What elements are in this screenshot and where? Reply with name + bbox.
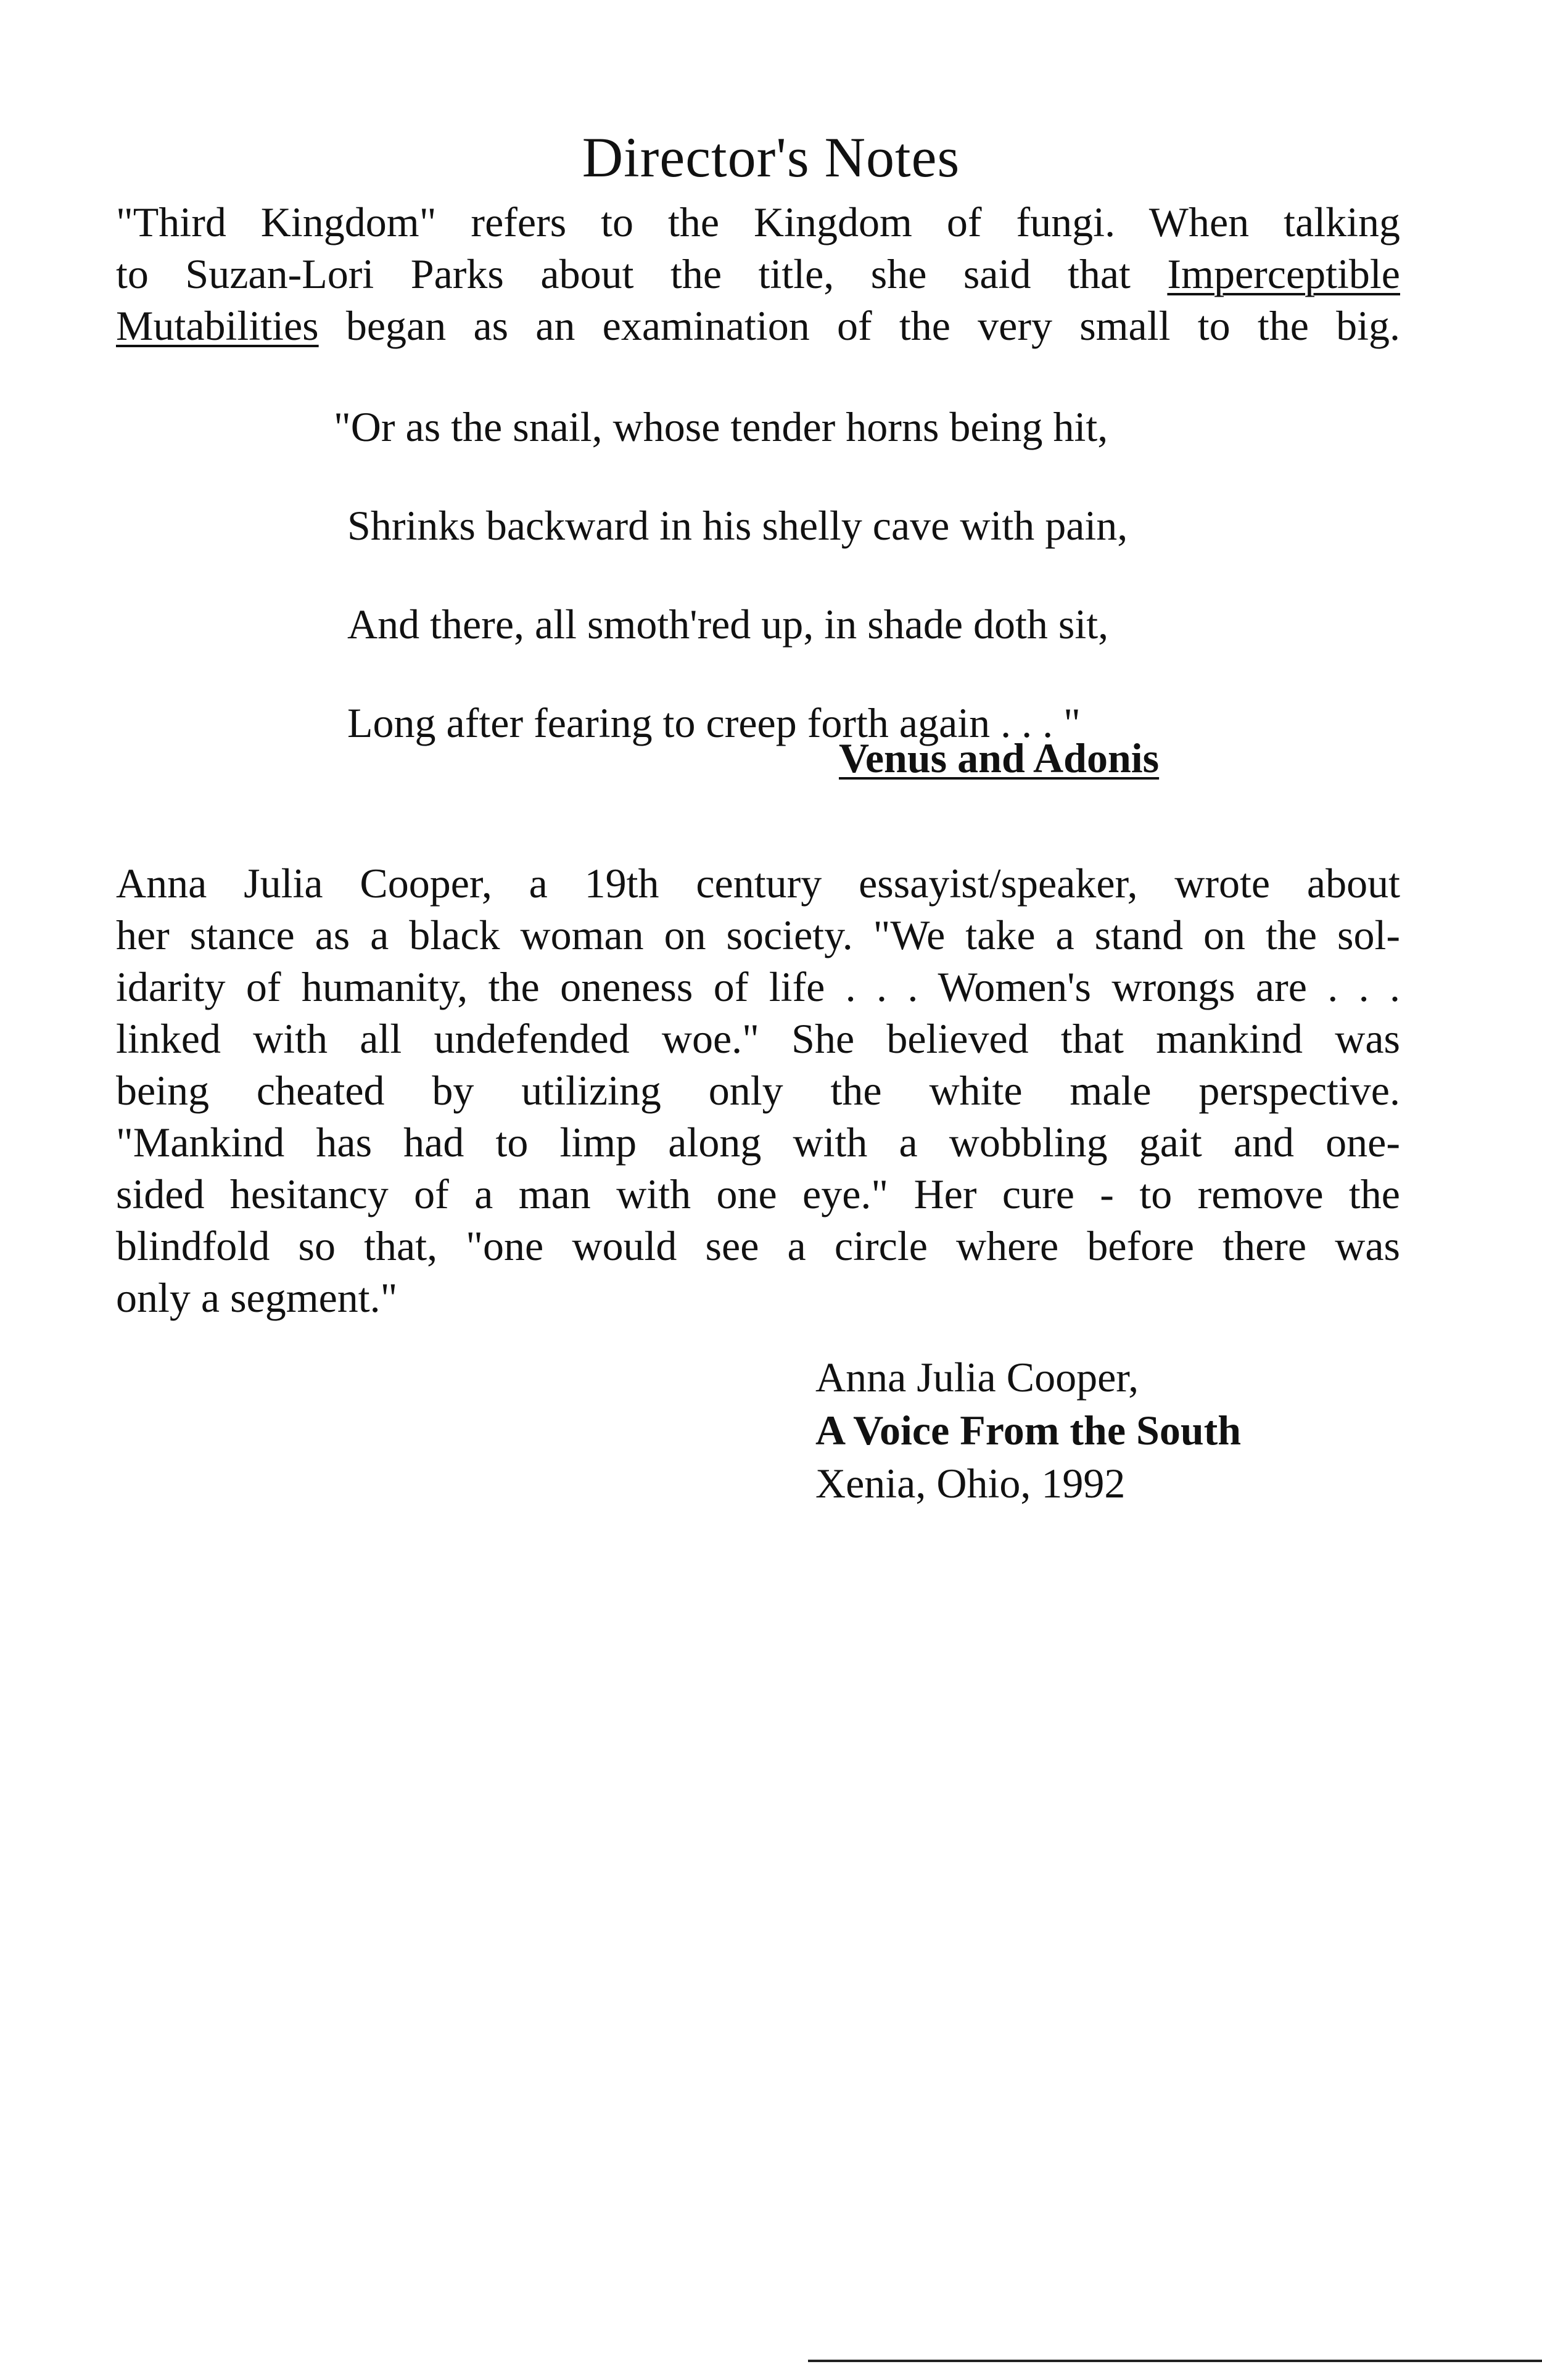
- play-title-part: Imperceptible: [1167, 250, 1400, 297]
- poem-attribution: Venus and Adonis: [839, 735, 1160, 781]
- citation-place: Xenia, Ohio, 1992: [815, 1460, 1126, 1507]
- intro-line: [116, 300, 1400, 352]
- citation-author: Anna Julia Cooper,: [815, 1354, 1139, 1401]
- intro-text: to Suzan-Lori Parks about the title, she said that: [116, 250, 1168, 297]
- cooper-line: only a segment.": [116, 1274, 398, 1321]
- intro-line: "Third Kingdom" refers to the Kingdom of fungi. When talking: [116, 199, 1400, 245]
- cooper-line: being cheated by utilizing only the white male perspective.: [116, 1067, 1400, 1114]
- intro-line: [116, 248, 1400, 300]
- play-title-part: Mutabilities: [116, 302, 319, 349]
- cooper-line: sided hesitancy of a man with one eye." Her cure - to remove the: [116, 1171, 1400, 1217]
- cooper-line: "Mankind has had to limp along with a wobbling gait and one-: [116, 1119, 1400, 1166]
- intro-paragraph: [116, 196, 1400, 352]
- citation-block: [815, 1351, 1241, 1510]
- cooper-line: Anna Julia Cooper, a 19th century essayist/speaker, wrote about: [116, 860, 1400, 907]
- intro-text: began as an examination of the very small to the big.: [318, 302, 1400, 349]
- poem-line: "Or as the snail, whose tender horns being hit,: [334, 403, 1108, 450]
- cooper-line: linked with all undefended woe." She believed that mankind was: [116, 1015, 1400, 1062]
- poem-line: Shrinks backward in his shelly cave with pain,: [347, 502, 1128, 549]
- cooper-line: idarity of humanity, the oneness of life . . . Women's wrongs are . . .: [116, 963, 1400, 1010]
- citation-work: A Voice From the South: [815, 1407, 1242, 1454]
- cooper-line: blindfold so that, "one would see a circle where before there was: [116, 1222, 1400, 1269]
- bottom-divider: [808, 2360, 1542, 2362]
- poem-line: And there, all smoth'red up, in shade doth sit,: [347, 601, 1109, 648]
- cooper-paragraph: [116, 857, 1400, 1324]
- cooper-line: her stance as a black woman on society. "We take a stand on the sol-: [116, 912, 1400, 958]
- poem-line: Long after fearing to creep forth again . . . ": [347, 699, 1081, 746]
- page-title: Director's Notes: [582, 125, 960, 189]
